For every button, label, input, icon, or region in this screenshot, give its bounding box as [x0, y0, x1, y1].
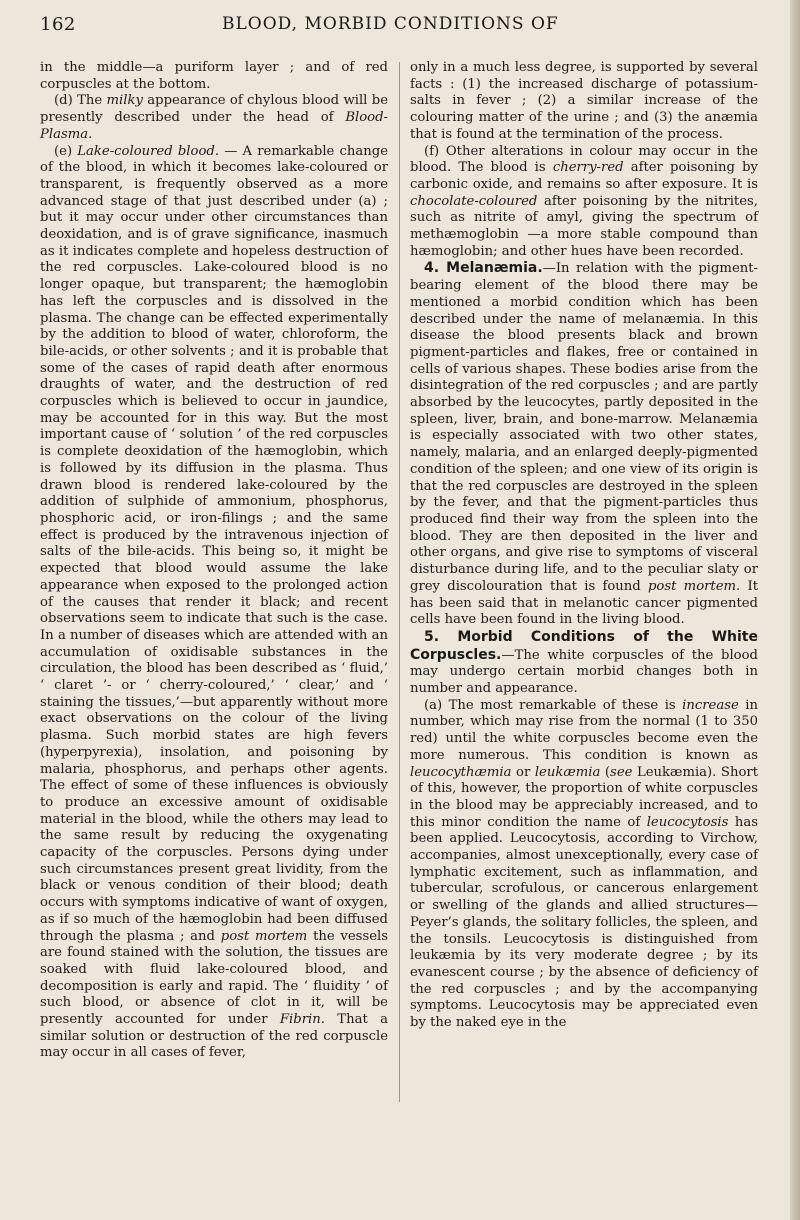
- paragraph: only in a much less degree, is supported by several facts : (1) the increased discharge of potassium-salts in fever ; (2) a similar increase of the colouring matter of the urine ; and (3) the anæmia that is found at the termination of the process.: [410, 60, 758, 142]
- right-column: [410, 60, 758, 1032]
- page-edge: [790, 0, 800, 1220]
- paragraph: (d) The milky appearance of chylous blood will be presently described under the head of Blood-Plasma.: [40, 93, 388, 142]
- paragraph: 5. Morbid Conditions of the White Corpuscles.—The white corpuscles of the blood may undergo certain morbid changes both in number and appearance.: [410, 628, 758, 697]
- section-heading: 5. Morbid Conditions of the White Corpuscles.: [410, 628, 758, 663]
- paragraph: in the middle—a puriform layer ; and of red corpuscles at the bottom.: [40, 60, 388, 92]
- paragraph: (e) Lake-coloured blood. — A remarkable change of the blood, in which it becomes lake-coloured or transparent, is frequently observed as a more advanced stage of that just described under (a) ; but it may occur under other circumstances than deoxidation, and is of grave significance, inasmuch as it indicates complete and hopeless destruction of the red corpuscles. Lake-coloured blood is no longer opaque, but transparent; the hæmoglobin has left the corpuscles and is dissolved in the plasma. The change can be effected experimentally by the addition to blood of water, chloroform, the bile-acids, or other solvents ; and it is probable that some of the cases of rapid death after enormous draughts of water, and the destruction of red corpuscles which is believed to occur in jaundice, may be accounted for in this way. But the most important cause of ‘ solution ’ of the red corpuscles is complete deoxidation of the hæmoglobin, which is followed by its diffusion in the plasma. Thus drawn blood is rendered lake-coloured by the addition of sulphide of ammonium, phosphorus, phosphoric acid, or iron-filings ; and the same effect is produced by the intravenous injection of salts of the bile-acids. This being so, it might be expected that blood would assume the lake appearance when exposed to the prolonged action of the causes that render it black; and recent observations seem to indicate that such is the case. In a number of diseases which are attended with an accumulation of oxidisable substances in the circulation, the blood has been described as ‘ fluid,’ ‘ claret ’- or ‘ cherry-coloured,’ ‘ clear,’ and ‘ staining the tissues,’—but apparently without more exact observations on the colour of the living plasma. Such morbid states are high fevers (hyperpyrexia), insolation, and poisoning by malaria, phosphorus, and perhaps other agents. The effect of some of these influences is obviously to produce an excessive amount of oxidisable material in the blood, while the others may lead to the same result by reducing the oxygenating capacity of the corpuscles. Persons dying under such circumstances present great lividity, from the black or venous condition of their blood; death occurs with symptoms indicative of want of oxygen, as if so much of the hæmoglobin had been diffused through the plasma ; and post mortem the vessels are found stained with the solution, the tissues are soaked with fluid lake-coloured blood, and decomposition is early and rapid. The ‘ fluidity ’ of such blood, or absence of clot in it, will be presently accounted for under Fibrin. That a similar solution or destruction of the red corpuscle may occur in all cases of fever,: [40, 143, 389, 1061]
- running-head: BLOOD, MORBID CONDITIONS OF: [222, 14, 559, 34]
- column-divider: [399, 62, 400, 1102]
- paragraph: (f) Other alterations in colour may occur in the blood. The blood is cherry-red after poisoning by carbonic oxide, and remains so after exposure. It is chocolate-coloured after poisoning by the nitrites, such as nitrite of amyl, giving the spectrum of methæmoglobin —a more stable compound than hæmoglobin; and other hues have been recorded.: [410, 143, 758, 259]
- section-heading: 4. Melanæmia.: [424, 260, 543, 277]
- paragraph: (a) The most remarkable of these is increase in number, which may rise from the normal (1 to 350 red) until the white corpuscles become even the more numerous. This condition is known as leucocythæmia or leukæmia (see Leukæmia). Short of this, however, the proportion of white corpuscles in the blood may be appreciably increased, and to this minor condition the name of leucocytosis has been applied. Leucocytosis, according to Virchow, accompanies, almost unexceptionally, every case of lymphatic excitement, such as inflammation, and tubercular, scrofulous, or cancerous enlargement or swelling of the glands and allied structures—Peyer’s glands, the solitary follicles, the spleen, and the tonsils. Leucocytosis is distinguished from leukæmia by its very moderate degree ; by its evanescent course ; by the absence of deficiency of the red corpuscles ; and by the accompanying symptoms. Leucocytosis may be appreciated even by the naked eye in the: [410, 697, 758, 1031]
- page-number: 162: [40, 14, 76, 35]
- paragraph: 4. Melanæmia.—In relation with the pigment-bearing element of the blood there may be mentioned a morbid condition which has been described under the name of melanæmia. In this disease the blood presents black and brown pigment-particles and flakes, free or contained in cells of various shapes. These bodies arise from the disintegration of the red corpuscles ; and are partly absorbed by the leucocytes, partly deposited in the spleen, liver, brain, and bone-marrow. Melanæmia is especially associated with two other states, namely, malaria, and an enlarged deeply-pigmented condition of the spleen; and one view of its origin is that the red corpuscles are destroyed in the spleen by the fever, and that the pigment-particles thus produced find their way from the spleen into the blood. They are then deposited in the liver and other organs, and give rise to symptoms of visceral disturbance during life, and to the peculiar slaty or grey discolouration that is found post mortem. It has been said that in melanotic cancer pigmented cells have been found in the living blood.: [410, 260, 758, 628]
- page-header: [22, 10, 768, 40]
- left-column: [40, 60, 388, 1062]
